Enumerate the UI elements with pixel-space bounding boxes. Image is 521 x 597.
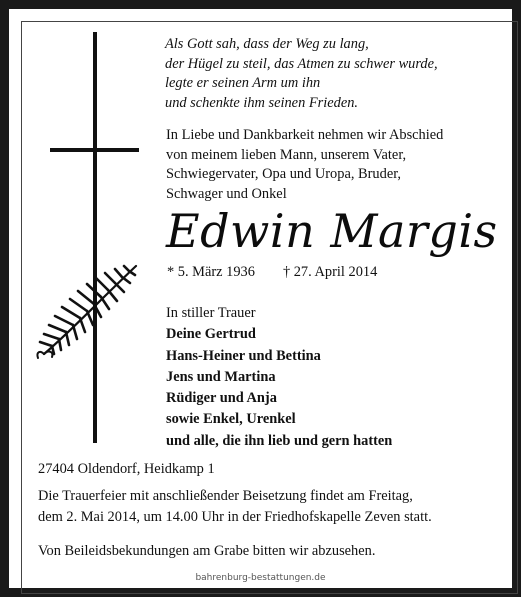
birth-date: * 5. März 1936 bbox=[167, 264, 255, 280]
cross-vertical-beam bbox=[93, 32, 97, 443]
poem-line: Als Gott sah, dass der Weg zu lang, bbox=[165, 36, 369, 52]
farewell-line: Schwiegervater, Opa und Uropa, Bruder, bbox=[166, 166, 402, 182]
mourners-list bbox=[166, 303, 511, 452]
life-dates bbox=[167, 263, 507, 281]
funeral-service-info bbox=[38, 486, 508, 527]
mourner-name: Jens und Martina bbox=[166, 368, 276, 385]
mourner-name: sowie Enkel, Urenkel bbox=[166, 411, 296, 428]
mourner-name: Hans-Heiner und Bettina bbox=[166, 347, 321, 364]
cross-horizontal-beam bbox=[50, 148, 139, 152]
mourners-intro: In stiller Trauer bbox=[166, 305, 256, 321]
condolence-note: Von Beileidsbekundungen am Grabe bitten wir abzusehen. bbox=[38, 543, 376, 559]
service-line: dem 2. Mai 2014, um 14.00 Uhr in der Friedhofskapelle Zeven statt. bbox=[38, 508, 432, 525]
farewell-text bbox=[166, 126, 506, 204]
funeral-home-url: bahrenburg-bestattungen.de bbox=[195, 573, 326, 583]
death-date: † 27. April 2014 bbox=[282, 264, 378, 280]
family-address: 27404 Oldendorf, Heidkamp 1 bbox=[38, 461, 215, 477]
palm-branch-icon bbox=[30, 254, 150, 360]
farewell-line: von meinem lieben Mann, unserem Vater, bbox=[166, 146, 407, 163]
poem-line: der Hügel zu steil, das Atmen zu schwer wurde, bbox=[165, 55, 438, 72]
mourner-name: Rüdiger und Anja bbox=[166, 390, 277, 407]
mourner-name: und alle, die ihn lieb und gern hatten bbox=[166, 432, 393, 449]
deceased-name: Edwin Margis bbox=[166, 204, 498, 258]
poem-line: legte er seinen Arm um ihn bbox=[165, 75, 321, 91]
farewell-line: In Liebe und Dankbarkeit nehmen wir Abschied bbox=[166, 127, 444, 143]
farewell-line: Schwager und Onkel bbox=[166, 185, 287, 202]
mourner-name: Deine Gertrud bbox=[166, 326, 256, 343]
poem bbox=[165, 35, 505, 113]
service-line: Die Trauerfeier mit anschließender Beisetzung findet am Freitag, bbox=[38, 488, 413, 504]
poem-line: und schenkte ihm seinen Frieden. bbox=[165, 94, 359, 111]
